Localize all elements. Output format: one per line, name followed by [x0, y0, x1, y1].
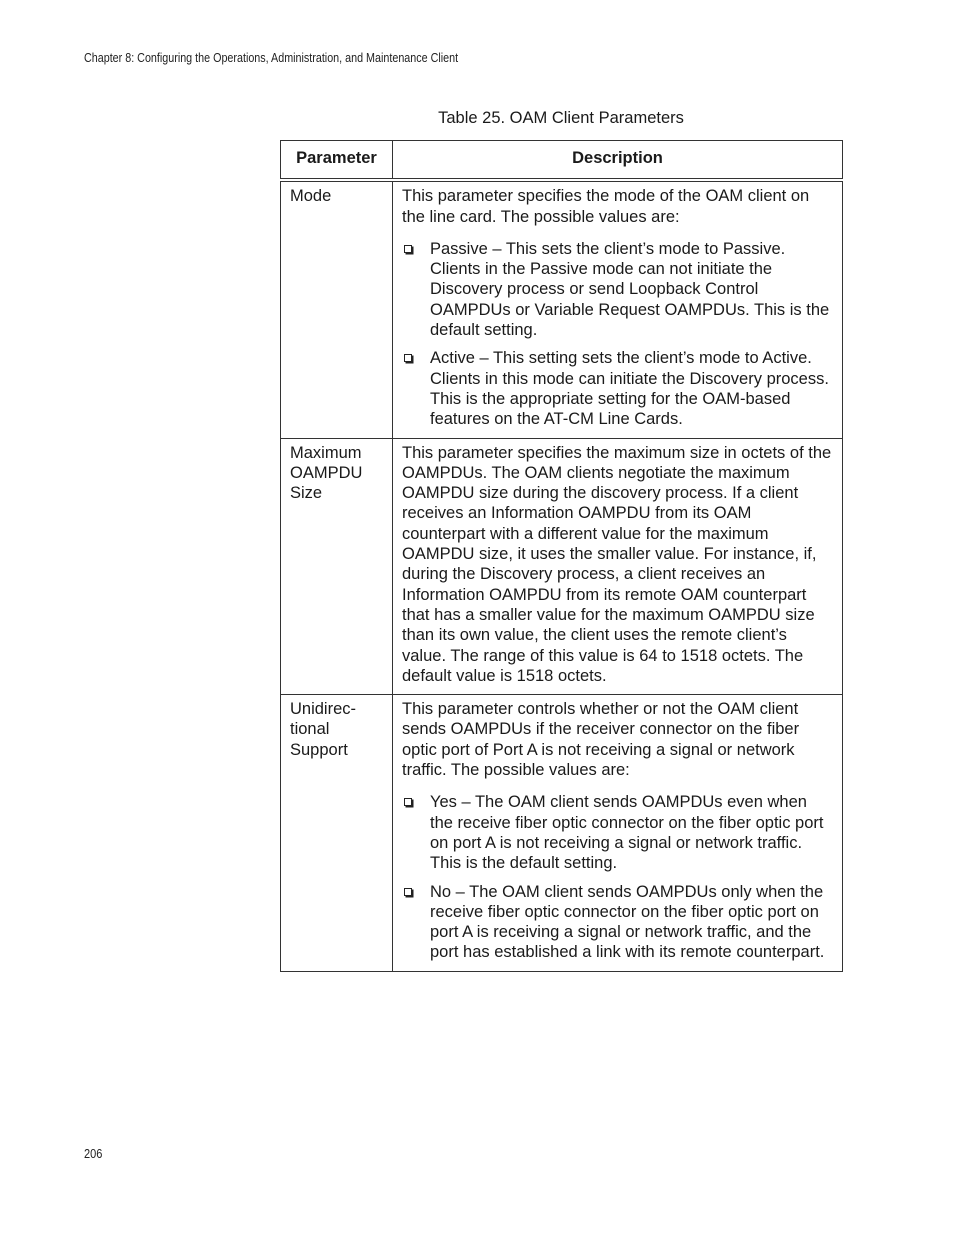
checkbox-bullet-icon: [404, 245, 412, 253]
column-header-description: Description: [393, 141, 843, 181]
parameter-cell: Unidirec-tional Support: [281, 695, 393, 972]
bullet-list: [402, 792, 833, 962]
description-text: This parameter controls whether or not the OAM client sends OAMPDUs if the receiver connector on the fiber optic port of Port A is not receiving a signal or network traffic. The possible values are:: [402, 700, 800, 780]
description-cell: [393, 438, 843, 695]
list-item-text: No – The OAM client sends OAMPDUs only when the receive fiber optic connector on the fiber optic port on port A is receiving a signal or network traffic, and the port has established a link with its remote counterpart.: [430, 882, 825, 962]
parameter-cell: Mode: [281, 180, 393, 438]
table-row-mode: [281, 180, 843, 438]
list-item-text: Active – This setting sets the client’s mode to Active. Clients in this mode can initiate the Discovery process. This is the appropriate setting for the OAM-based features on the AT-CM Line Cards.: [430, 349, 829, 429]
column-header-parameter: Parameter: [281, 141, 393, 181]
table-row-maximum-oampdu-size: [281, 438, 843, 695]
list-item: [402, 239, 833, 340]
description-text: This parameter specifies the mode of the OAM client on the line card. The possible values are:: [402, 187, 810, 226]
checkbox-bullet-icon: [404, 354, 412, 362]
table-header-row: [281, 141, 843, 181]
list-item-text: Yes – The OAM client sends OAMPDUs even when the receive fiber optic connector on the fiber optic port on port A is not receiving a signal or network traffic. This is the default setting.: [430, 793, 824, 873]
oam-client-parameters-table: [280, 140, 843, 972]
checkbox-bullet-icon: [404, 798, 412, 806]
bullet-list: [402, 239, 833, 430]
parameter-cell: Maximum OAMPDU Size: [281, 438, 393, 695]
list-item: [402, 792, 833, 873]
description-cell: [393, 180, 843, 438]
description-cell: [393, 695, 843, 972]
table-caption: Table 25. OAM Client Parameters: [438, 109, 684, 127]
list-item: [402, 348, 833, 429]
checkbox-bullet-icon: [404, 888, 412, 896]
description-text: This parameter specifies the maximum size in octets of the OAMPDUs. The OAM clients negotiate the maximum OAMPDU size during the discovery process. If a client receives an Information OAMPDU from its OAM counterpart with a different value for the maximum OAMPDU size, it uses the smaller value. For instance, if, during the Discovery process, a client receives an Information OAMPDU from its remote OAM counterpart that has a smaller value for the maximum OAMPDU size than its own value, the client uses the remote client’s value. The range of this value is 64 to 1518 octets. The default value is 1518 octets.: [402, 443, 832, 685]
table-row-unidirectional-support: [281, 695, 843, 972]
list-item-text: Passive – This sets the client’s mode to Passive. Clients in the Passive mode can not initiate the Discovery process or send Loopback Control OAMPDUs or Variable Request OAMPDUs. This is the default setting.: [430, 239, 830, 340]
running-header: Chapter 8: Configuring the Operations, Administration, and Maintenance Client: [84, 51, 459, 65]
page-number: 206: [84, 1147, 103, 1161]
list-item: [402, 882, 833, 963]
